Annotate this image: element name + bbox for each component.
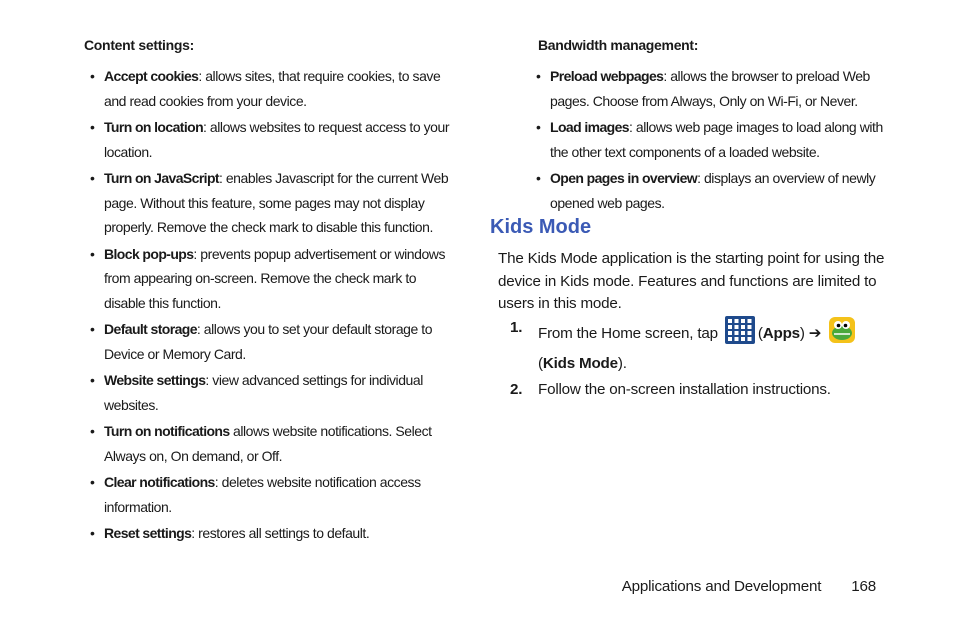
list-item: • Load images: allows web page images to load along with the other text components of a loaded website. bbox=[530, 115, 898, 164]
list-item: • Accept cookies: allows sites, that require cookies, to save and read cookies from your device. bbox=[84, 64, 456, 113]
apps-grid-icon bbox=[725, 316, 755, 352]
list-item: • Clear notifications: deletes website notification access information. bbox=[84, 470, 456, 519]
content-settings-heading: Content settings: bbox=[84, 37, 195, 53]
kids-mode-heading: Kids Mode bbox=[490, 216, 592, 238]
list-item: • Reset settings: restores all settings to default. bbox=[84, 521, 456, 546]
list-item: • Preload webpages: allows the browser to preload Web pages. Choose from Always, Only on Wi-Fi, or Never. bbox=[530, 64, 898, 113]
footer-section-title: Applications and Development bbox=[621, 578, 822, 595]
list-item: • Website settings: view advanced settings for individual websites. bbox=[84, 368, 456, 417]
kids-mode-steps bbox=[510, 316, 900, 404]
bandwidth-heading: Bandwidth management: bbox=[538, 37, 699, 53]
bandwidth-list bbox=[530, 64, 898, 217]
step-item: 2. Follow the on-screen installation instructions. bbox=[510, 381, 831, 398]
list-item: • Turn on notifications allows website notifications. Select Always on, On demand, or Off. bbox=[84, 419, 456, 468]
list-item: • Turn on location: allows websites to request access to your location. bbox=[84, 115, 456, 164]
page-number: 168 bbox=[851, 578, 876, 595]
arrow-right-icon: ➔ bbox=[808, 325, 822, 343]
kids-mode-crocodile-icon bbox=[828, 316, 856, 352]
content-settings-list bbox=[84, 64, 456, 548]
step-item: 1. From the Home screen, tap (Apps) ➔ (Kids Mode). bbox=[510, 316, 900, 376]
list-item: • Open pages in overview: displays an overview of newly opened web pages. bbox=[530, 166, 898, 215]
kids-mode-intro: The Kids Mode application is the starting point for using the device in Kids mode. Features and functions are limited to users in this mode. bbox=[498, 250, 885, 312]
list-item: • Block pop-ups: prevents popup advertisement or windows from appearing on-screen. Remove the check mark to disable this function. bbox=[84, 242, 456, 316]
page-footer bbox=[622, 578, 876, 595]
list-item: • Turn on JavaScript: enables Javascript for the current Web page. Without this feature, some pages may not display properly. Remove the check mark to disable this function. bbox=[84, 166, 456, 240]
list-item: • Default storage: allows you to set your default storage to Device or Memory Card. bbox=[84, 317, 456, 366]
